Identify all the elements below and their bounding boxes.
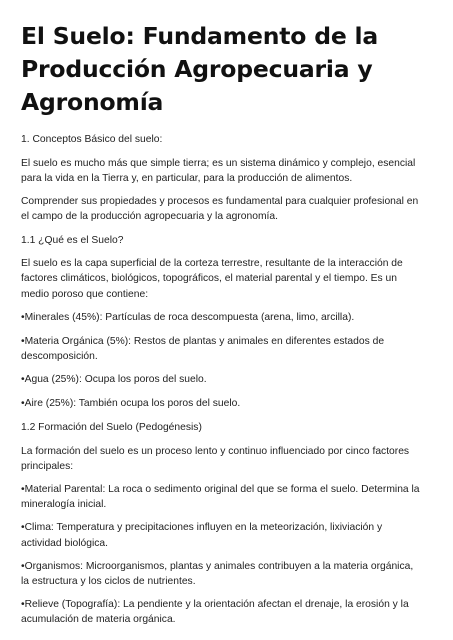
title-line: El Suelo: Fundamento de la bbox=[21, 22, 379, 50]
bullet-minerales: •Minerales (45%): Partículas de roca descompuesta (arena, limo, arcilla). bbox=[21, 311, 355, 323]
section-heading-que-es: 1.1 ¿Qué es el Suelo? bbox=[21, 234, 124, 246]
bullet-organismos: •Organismos: Microorganismos, plantas y animales contribuyen a la materia orgánica, la estructura y los ciclos de nutrientes. bbox=[21, 560, 414, 587]
bullet-agua: •Agua (25%): Ocupa los poros del suelo. bbox=[21, 374, 207, 386]
paragraph-importance: Comprender sus propiedades y procesos es fundamental para cualquier profesional en el campo de la producción agropecuaria y la agronomía. bbox=[21, 196, 419, 223]
section-heading-formacion: 1.2 Formación del Suelo (Pedogénesis) bbox=[21, 421, 202, 433]
title-line: Agronomía bbox=[21, 88, 164, 116]
bullet-aire: •Aire (25%): También ocupa los poros del suelo. bbox=[21, 398, 241, 410]
bullet-material-parental: •Material Parental: La roca o sedimento original del que se forma el suelo. Determina la mineralogía inicial. bbox=[21, 483, 420, 511]
paragraph-definition: El suelo es la capa superficial de la corteza terrestre, resultante de la interacción de factores climáticos, biológicos, topográficos, el material parental y el tiempo. Es un medio poroso que contiene: bbox=[21, 258, 403, 300]
bullet-materia-organica: •Materia Orgánica (5%): Restos de plantas y animales en diferentes estados de descomposición. bbox=[21, 335, 385, 362]
paragraph-intro: El suelo es mucho más que simple tierra; es un sistema dinámico y complejo, esencial para la vida en la Tierra y, en particular, para la producción de alimentos. bbox=[21, 157, 416, 184]
paragraph-formacion: La formación del suelo es un proceso lento y continuo influenciado por cinco factores principales: bbox=[21, 445, 410, 472]
bullet-clima: •Clima: Temperatura y precipitaciones influyen en la meteorización, lixiviación y actividad biológica. bbox=[21, 522, 383, 549]
title-line: Producción Agropecuaria y bbox=[21, 55, 373, 83]
section-heading-conceptos: 1. Conceptos Básico del suelo: bbox=[21, 134, 163, 145]
bullet-relieve: •Relieve (Topografía): La pendiente y la orientación afectan el drenaje, la erosión y la acumulación de materia orgánica. bbox=[21, 599, 409, 626]
document-title bbox=[21, 20, 423, 119]
